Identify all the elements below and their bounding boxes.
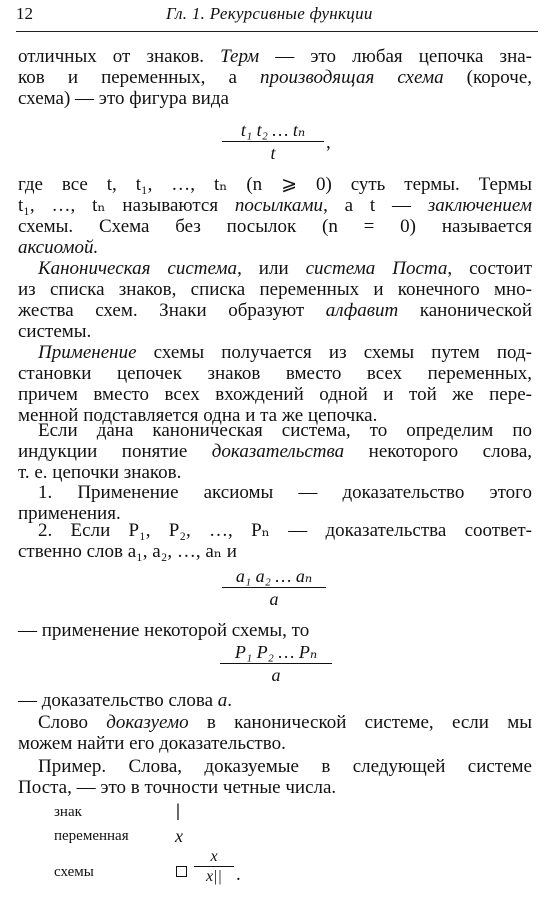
variable-value: x [175, 826, 183, 846]
page-number: 12 [16, 4, 33, 23]
paragraph-induction-case: 2. Если P₁, P₂, …, Pₙ — доказательства соответ- ственно слов a₁, a₂, …, aₙ и [18, 520, 532, 562]
paragraph-provable: Слово доказуемо в канонической системе, если мы можем найти его доказательство. [18, 712, 533, 754]
empty-premise-box [176, 866, 187, 877]
paragraph-example: Пример. Слова, доказуемые в следующей системе Поста, — это в точности четные числа. [18, 756, 532, 798]
variable-label: переменная [54, 828, 129, 844]
paragraph-proof-of-word: — доказательство слова a. [18, 690, 233, 711]
application-formula: a₁ a₂ … aₙ a [222, 566, 326, 609]
sign-label: знак [54, 804, 82, 820]
paragraph-application: Применение схемы получается из схемы путем под- становки цепочек знаков вместо всех переменных, причем вместо всех вхождений одной и той же пере- менной подставляется одна и та же цепочка. [18, 342, 532, 426]
paragraph-proof-definition: Если дана каноническая система, то определим по индукции понятие доказательства некоторого слова, т. е. цепочки знаков. [18, 420, 533, 483]
schemes-label: схемы [54, 864, 94, 880]
proof-formula: P₁ P₂ … Pₙ a [220, 642, 332, 685]
running-title: Гл. 1. Рекурсивные функции [166, 4, 373, 23]
formula-denominator: t [270, 143, 276, 163]
paragraph-application-scheme: — применение некоторой схемы, то [18, 620, 310, 641]
fraction-bar [222, 141, 324, 142]
page-header [0, 0, 548, 44]
paragraph-premises: где все t, t₁, …, tₙ (n ⩾ 0) суть термы. Термы t₁, …, tₙ называются посылками, а t — заключением схемы. Схема без посылок (n = 0) называется аксиомой. [18, 174, 532, 258]
paragraph-canonical-system: Каноническая система, или система Поста, состоит из списка знаков, списка переменных и конечного мно- жества схем. Знаки образуют алфавит канонической системы. [18, 258, 532, 342]
paragraph-axiom-case: 1. Применение аксиомы — доказательство этого применения. [18, 482, 532, 524]
scheme-formula [222, 120, 324, 163]
sign-value: | [176, 800, 180, 820]
formula-comma: , [326, 132, 331, 153]
header-rule [16, 31, 538, 32]
formula-numerator: t₁ t₂ … tₙ [240, 120, 306, 140]
scheme-example-formula: x x|| [194, 848, 234, 885]
paragraph-term-definition: отличных от знаков. Терм — это любая цепочка зна- ков и переменных, а производящая схема (короче, схема) — это фигура вида [18, 46, 533, 109]
scheme-period: . [236, 864, 241, 885]
